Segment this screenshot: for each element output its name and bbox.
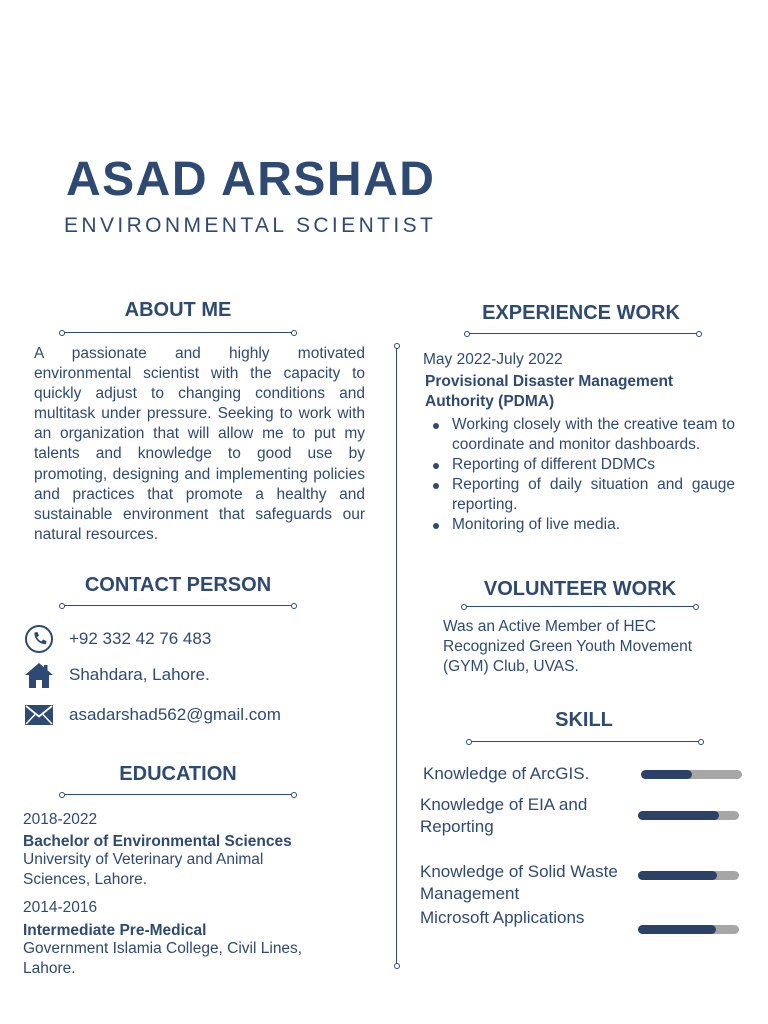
edu-years-1: 2018-2022: [23, 811, 98, 828]
edu-degree-2: Intermediate Pre-Medical: [23, 922, 207, 939]
contact-rule: [62, 605, 294, 606]
experience-bullet: Monitoring of live media.: [424, 515, 735, 535]
experience-period: May 2022-July 2022: [423, 351, 563, 368]
skill-heading: SKILL: [555, 709, 613, 731]
contact-email-row: [22, 700, 281, 730]
edu-school-1: University of Veterinary and Animal Sciences, Lahore.: [23, 851, 264, 888]
skill-bar-fill-4: [638, 925, 716, 934]
resume-role: ENVIRONMENTAL SCIENTIST: [64, 214, 437, 237]
about-heading: ABOUT ME: [124, 299, 232, 321]
experience-bullet: Reporting of different DDMCs: [424, 455, 735, 475]
home-icon: [22, 660, 56, 690]
skill-label-4: Microsoft Applications: [420, 908, 585, 927]
skill-label-2: Knowledge of EIA and Reporting: [420, 795, 588, 836]
experience-rule: [467, 333, 699, 334]
contact-heading: CONTACT PERSON: [84, 574, 272, 596]
skill-label-1: Knowledge of ArcGIS.: [423, 764, 590, 783]
contact-phone[interactable]: +92 332 42 76 483: [69, 629, 212, 648]
skill-label-3: Knowledge of Solid Waste Management: [420, 862, 618, 903]
education-rule: [62, 794, 294, 795]
skill-bar-fill-3: [638, 871, 717, 880]
volunteer-heading: VOLUNTEER WORK: [483, 578, 677, 600]
skill-rule: [469, 741, 701, 742]
experience-bullet: Working closely with the creative team to coordinate and monitor dashboards.: [424, 415, 735, 455]
experience-organization: Provisional Disaster Management Authority (PDMA): [425, 373, 674, 410]
phone-icon: [22, 624, 56, 654]
skill-bar-fill-2: [638, 811, 719, 820]
column-divider: [396, 346, 397, 966]
experience-heading: EXPERIENCE WORK: [482, 302, 680, 324]
contact-phone-row: [22, 624, 211, 654]
edu-degree-1: Bachelor of Environmental Sciences: [23, 833, 292, 850]
contact-address-row: [22, 660, 210, 690]
edu-school-2: Government Islamia College, Civil Lines, Lahore.: [23, 940, 303, 977]
skill-bar-track-3: [638, 871, 739, 880]
experience-bullets: [424, 415, 735, 535]
resume-name: ASAD ARSHAD: [66, 153, 436, 206]
contact-email[interactable]: asadarshad562@gmail.com: [69, 705, 281, 724]
volunteer-rule: [464, 606, 696, 607]
education-heading: EDUCATION: [119, 763, 237, 785]
about-text: A passionate and highly motivated environmental scientist with the capacity to quickly adjust to changing conditions and multitask under pressure. Seeking to work with an organization that will allow me to put my talents and knowledge to good use by promoting, designing and implementing policies and practices that promote a healthy and sustainable environment that safeguards our natural resources.: [34, 345, 365, 543]
mail-icon: [22, 700, 56, 730]
about-rule: [62, 332, 294, 333]
contact-address: Shahdara, Lahore.: [69, 665, 210, 684]
skill-bar-track-1: [641, 770, 742, 779]
skill-bar-track-2: [638, 811, 739, 820]
volunteer-text: Was an Active Member of HEC Recognized Green Youth Movement (GYM) Club, UVAS.: [443, 618, 693, 675]
edu-years-2: 2014-2016: [23, 899, 98, 916]
skill-bar-fill-1: [641, 770, 692, 779]
experience-bullet: Reporting of daily situation and gauge reporting.: [424, 475, 735, 515]
skill-bar-track-4: [638, 925, 739, 934]
